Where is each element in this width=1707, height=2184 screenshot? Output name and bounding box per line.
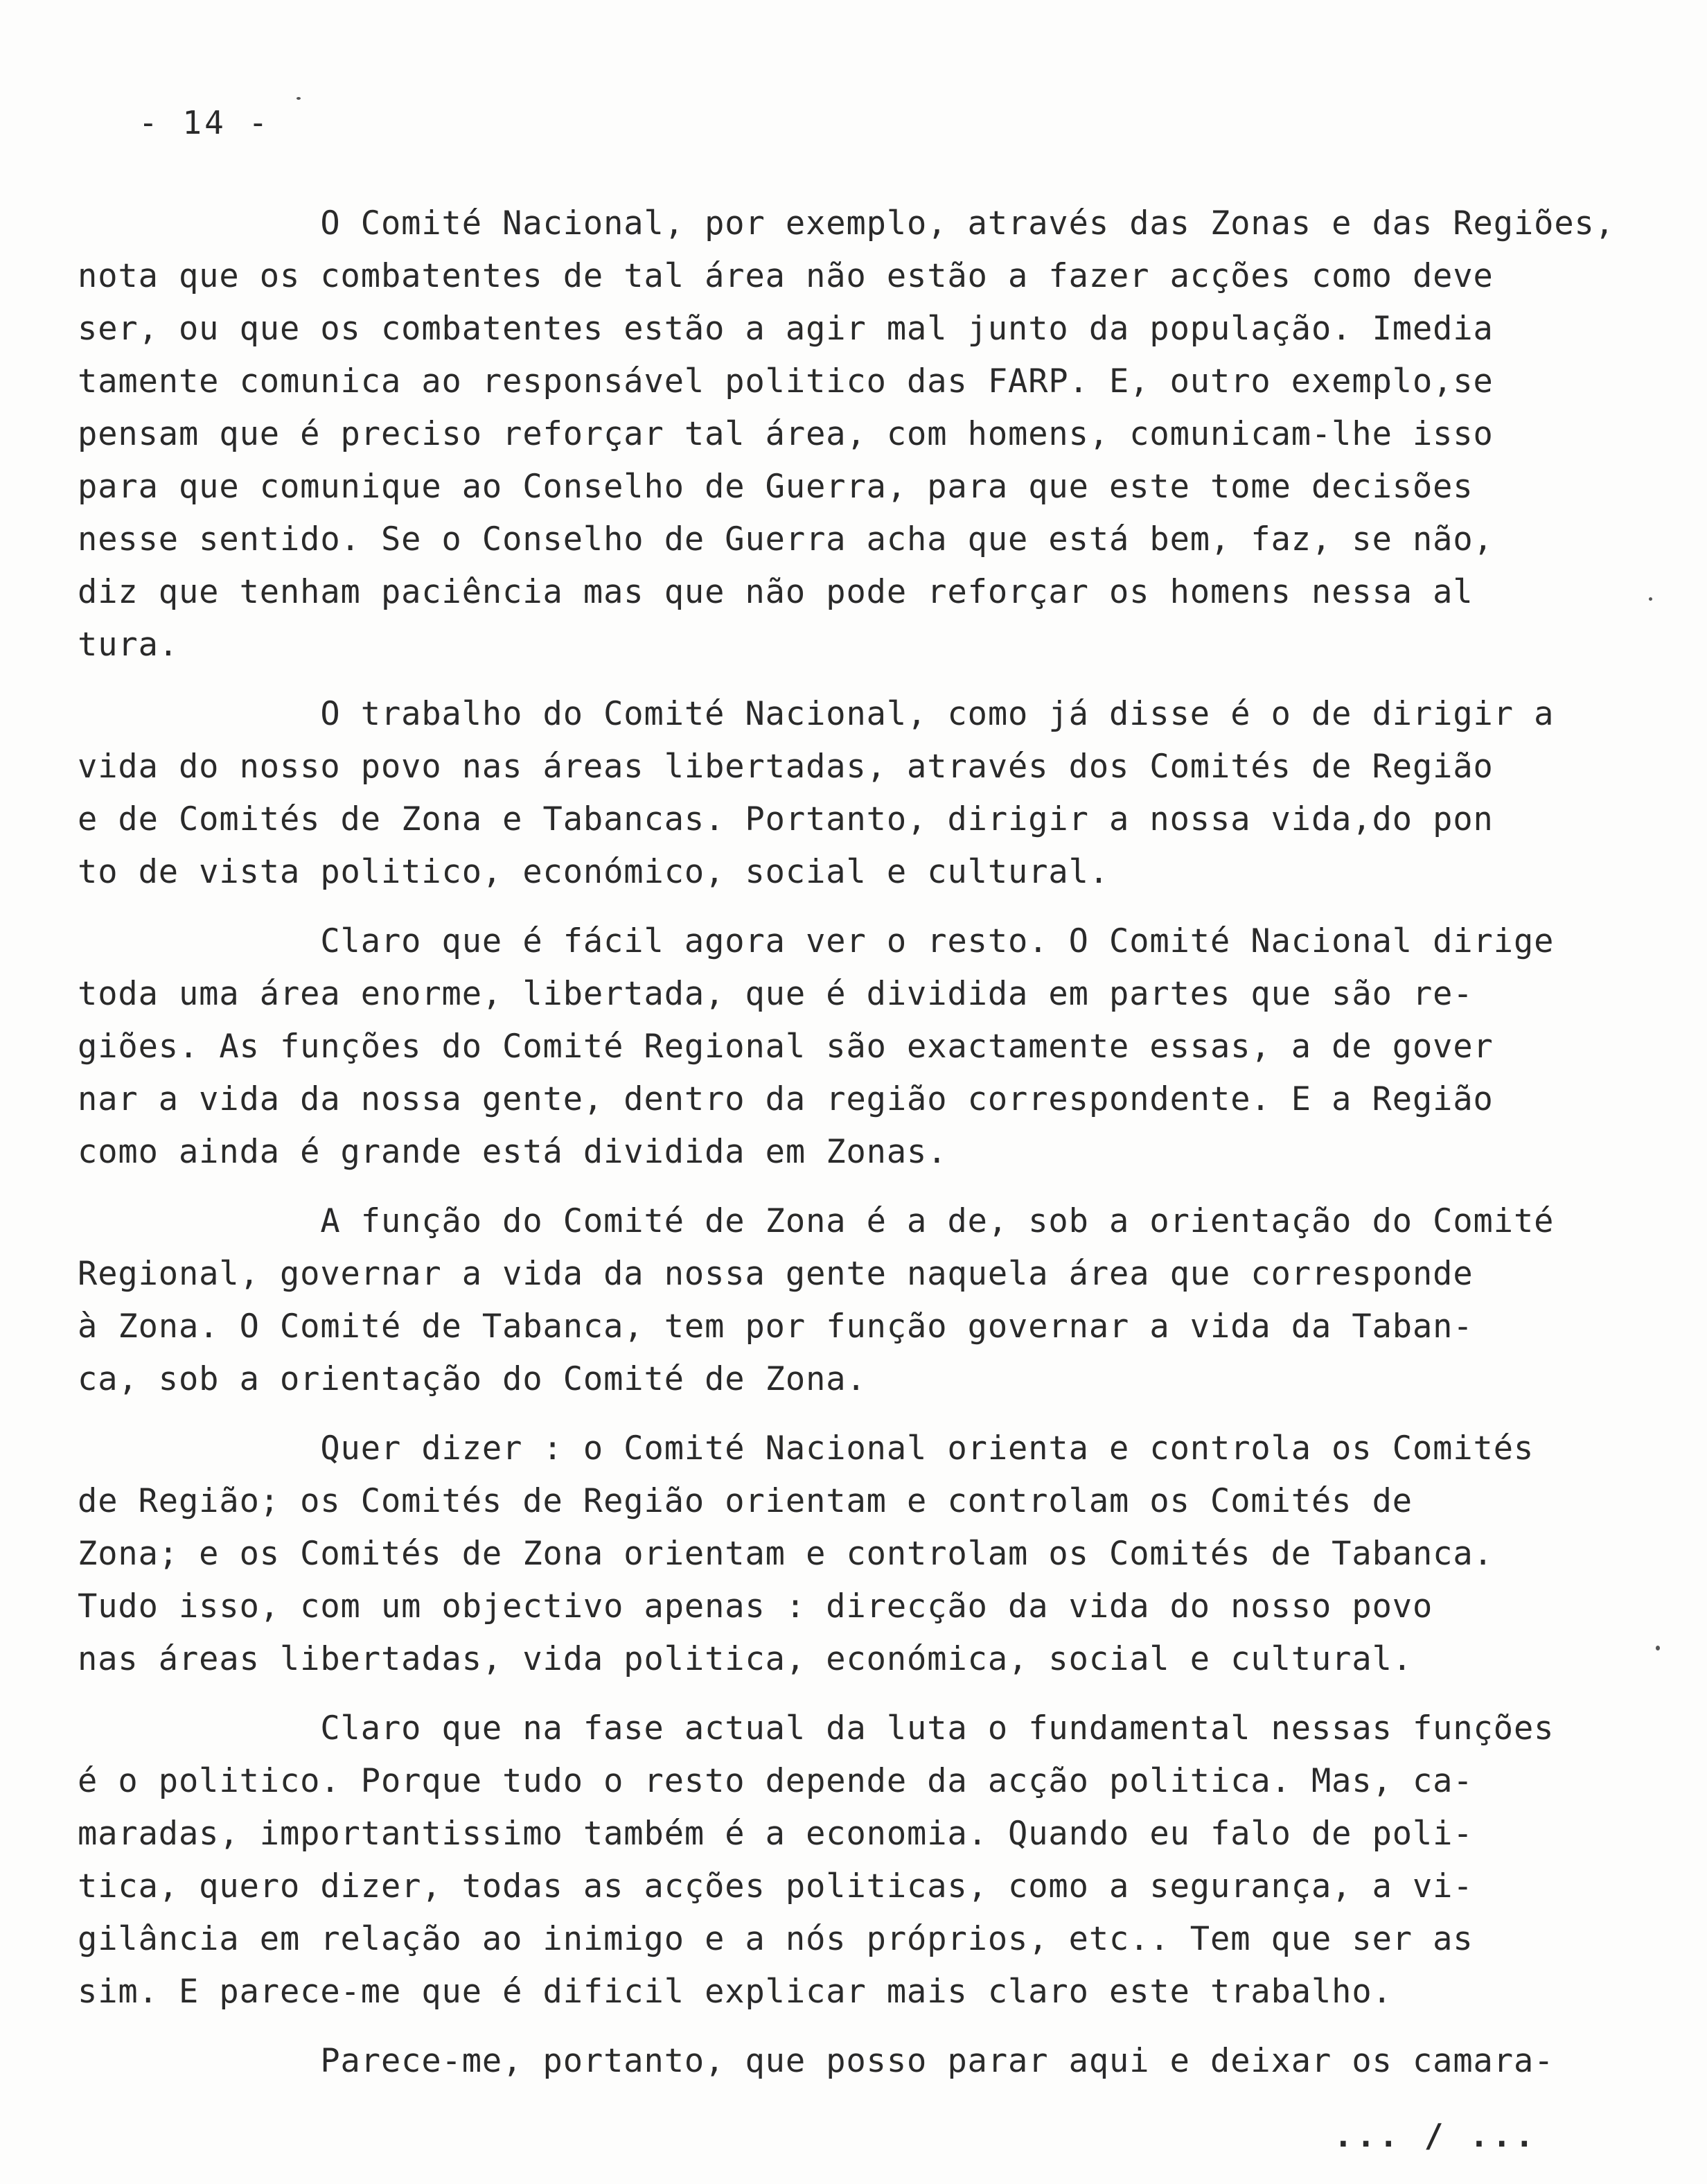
text-line: vida do nosso povo nas áreas libertadas, através dos Comités de Região bbox=[78, 748, 1494, 786]
text-line: Claro que é fácil agora ver o resto. O Comité Nacional dirige bbox=[78, 922, 1555, 960]
text-line: ca, sob a orientação do Comité de Zona. bbox=[78, 1360, 867, 1398]
paragraph bbox=[78, 197, 1615, 671]
text-line: como ainda é grande está dividida em Zonas. bbox=[78, 1133, 948, 1171]
text-line: ser, ou que os combatentes estão a agir mal junto da população. Imedia bbox=[78, 310, 1494, 348]
text-line: nesse sentido. Se o Conselho de Guerra acha que está bem, faz, se não, bbox=[78, 520, 1494, 558]
paragraph bbox=[78, 2035, 1581, 2088]
text-line: maradas, importantissimo também é a economia. Quando eu falo de poli- bbox=[78, 1815, 1474, 1853]
continuation-mark: ... / ... bbox=[1334, 2117, 1538, 2154]
text-line: tica, quero dizer, todas as acções politicas, como a segurança, a vi- bbox=[78, 1867, 1474, 1905]
scan-speck bbox=[297, 97, 301, 100]
text-line: e de Comités de Zona e Tabancas. Portanto, dirigir a nossa vida,do pon bbox=[78, 800, 1494, 838]
paragraph bbox=[78, 1702, 1581, 2018]
text-line: diz que tenham paciência mas que não pode reforçar os homens nessa al bbox=[78, 573, 1474, 611]
text-line: Quer dizer : o Comité Nacional orienta e controla os Comités bbox=[78, 1429, 1534, 1468]
paragraph bbox=[78, 915, 1581, 1179]
text-line: nar a vida da nossa gente, dentro da região correspondente. E a Região bbox=[78, 1080, 1494, 1118]
text-line: Parece-me, portanto, que posso parar aqui e deixar os camara- bbox=[78, 2042, 1555, 2080]
text-line: gilância em relação ao inimigo e a nós próprios, etc.. Tem que ser as bbox=[78, 1920, 1474, 1958]
text-line: giões. As funções do Comité Regional são exactamente essas, a de gover bbox=[78, 1028, 1494, 1066]
text-line: sim. E parece-me que é dificil explicar mais claro este trabalho. bbox=[78, 1973, 1392, 2011]
text-line: nas áreas libertadas, vida politica, económica, social e cultural. bbox=[78, 1640, 1413, 1678]
text-line: é o politico. Porque tudo o resto depende da acção politica. Mas, ca- bbox=[78, 1762, 1474, 1800]
text-line: O trabalho do Comité Nacional, como já disse é o de dirigir a bbox=[78, 695, 1555, 733]
text-line: à Zona. O Comité de Tabanca, tem por função governar a vida da Taban- bbox=[78, 1307, 1474, 1346]
text-line: tura. bbox=[78, 626, 179, 664]
text-line: de Região; os Comités de Região orientam e controlam os Comités de bbox=[78, 1482, 1413, 1520]
text-line: tamente comunica ao responsável politico das FARP. E, outro exemplo,se bbox=[78, 362, 1494, 400]
text-line: Tudo isso, com um objectivo apenas : direcção da vida do nosso povo bbox=[78, 1587, 1433, 1626]
text-line: Zona; e os Comités de Zona orientam e controlam os Comités de Tabanca. bbox=[78, 1535, 1494, 1573]
text-line: A função do Comité de Zona é a de, sob a orientação do Comité bbox=[78, 1202, 1555, 1240]
paragraph bbox=[78, 1423, 1581, 1686]
text-line: para que comunique ao Conselho de Guerra, para que este tome decisões bbox=[78, 468, 1474, 506]
scan-speck bbox=[1649, 597, 1652, 601]
text-line: Regional, governar a vida da nossa gente naquela área que corresponde bbox=[78, 1255, 1474, 1293]
text-line: to de vista politico, económico, social e cultural. bbox=[78, 853, 1110, 891]
text-line: Claro que na fase actual da luta o fundamental nessas funções bbox=[78, 1709, 1555, 1747]
paragraph bbox=[78, 688, 1581, 899]
paragraph bbox=[78, 1195, 1581, 1406]
body-text bbox=[78, 197, 1615, 2088]
text-line: pensam que é preciso reforçar tal área, com homens, comunicam-lhe isso bbox=[78, 415, 1494, 453]
text-line: O Comité Nacional, por exemplo, através das Zonas e das Regiões, bbox=[78, 204, 1615, 243]
text-line: nota que os combatentes de tal área não estão a fazer acções como deve bbox=[78, 257, 1494, 295]
scan-speck bbox=[1656, 1646, 1660, 1650]
page-number: - 14 - bbox=[139, 104, 271, 141]
text-line: toda uma área enorme, libertada, que é dividida em partes que são re- bbox=[78, 975, 1474, 1013]
